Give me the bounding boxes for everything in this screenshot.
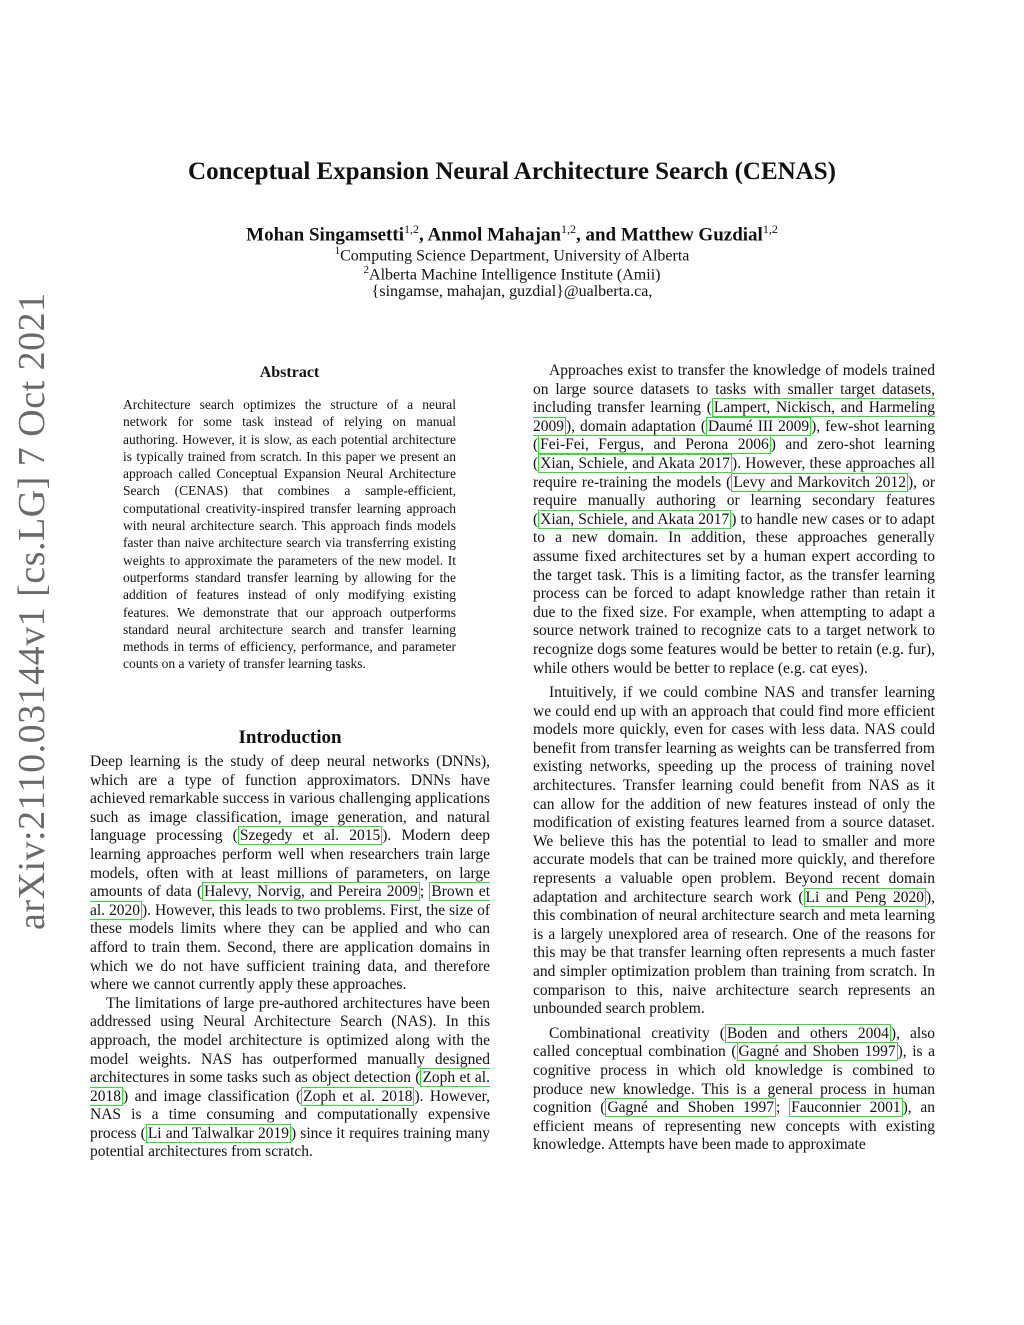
paragraph: Combinational creativity ( Boden and others 2004 ), also called conceptual combination ( Gagné and Shoben 1997 ), is a cognitive process in which old knowledge is combined to produce new knowledge. This is a general process in human cognition ( Gagné and Shoben 1997 ; Fauconnier 2001 ), an efficient means of representing new concepts with existing knowledge. Attempts have been made to approximate bbox=[533, 1024, 936, 1154]
affiliation-text: Alberta Machine Intelligence Institute (Amii) bbox=[369, 266, 661, 284]
introduction-heading: Introduction bbox=[238, 727, 342, 748]
abstract-heading: Abstract bbox=[259, 364, 320, 381]
citation-link[interactable]: Halevy, Norvig, and Pereira 2009 bbox=[204, 883, 418, 901]
citation-link[interactable]: Daumé III 2009 bbox=[708, 417, 810, 435]
citation-link[interactable]: Zoph et al. 2018 bbox=[90, 1069, 490, 1105]
citation-link[interactable]: Xian, Schiele, and Akata 2017 bbox=[540, 454, 731, 472]
paragraph: Intuitively, if we could combine NAS and transfer learning we could end up with an approach that could find more efficient models more quickly, even for cases with less data. NAS could benefit from transfer learning as weights can be transferred from existing networks, speeding up the process of training novel architectures. Transfer learning could benefit from NAS as it can allow for the addition of new features instead of only the modification of existing features learned from a source dataset. We believe this has the potential to lead to smaller and more accurate models that can be trained more quickly, and therefore represents a valuable open problem. Beyond recent domain adaptation and architecture search work ( Li and Peng 2020 ), this combination of neural architecture search and meta learning is a largely unexplored area of research. One of the reasons for this may be that transfer learning often represents a much faster and simpler optimization problem than training from scratch. In comparison to this, naive architecture search represents an unbounded search problem. bbox=[533, 684, 935, 1018]
citation-link[interactable]: Fei-Fei, Fergus, and Perona 2006 bbox=[540, 436, 769, 454]
author-affiliation-mark: 1,2 bbox=[762, 222, 778, 236]
right-column bbox=[533, 362, 935, 1155]
citation-link[interactable]: Szegedy et al. 2015 bbox=[239, 827, 381, 845]
left-column bbox=[90, 753, 490, 1162]
affiliation-mark: 2 bbox=[363, 264, 370, 276]
author-name: Mohan Singamsetti bbox=[246, 224, 404, 246]
citation-link[interactable]: Zoph et al. 2018 bbox=[303, 1087, 413, 1105]
author-email: {singamse, mahajan, guzdial}@ualberta.ca, bbox=[371, 283, 653, 300]
paragraph: The limitations of large pre-authored architectures have been addressed using Neural Architecture Search (NAS). In this approach, the model architecture is optimized along with the model weights. NAS has outperformed manually designed architectures in some tasks such as object detection ( Zoph et al. 2018 ) and image classification ( Zoph et al. 2018 ). However, NAS is a time consuming and computationally expensive process ( Li and Talwalkar 2019 ) since it requires training many potential architectures from scratch. bbox=[90, 994, 490, 1161]
paragraph: Deep learning is the study of deep neural networks (DNNs), which are a type of function approximators. DNNs have achieved remarkable success in various challenging applications such as image classification, image generation, and natural language processing ( Szegedy et al. 2015 ). Modern deep learning approaches perform well when researchers train large models, often with at least millions of parameters, on large amounts of data ( Halevy, Norvig, and Pereira 2009 ; Brown et al. 2020 ). However, this leads to two problems. First, the size of these models limits where they can be applied and who can afford to train them. Second, there are application domains in which we do not have sufficient training data, and therefore where we cannot currently apply these approaches. bbox=[90, 753, 491, 994]
paper-title: Conceptual Expansion Neural Architecture Search (CENAS) bbox=[188, 158, 836, 185]
affiliation bbox=[0, 245, 1024, 265]
citation-link[interactable]: Lampert, Nickisch, and Harmeling 2009 bbox=[533, 399, 935, 435]
affiliation-text: Computing Science Department, University of Alberta bbox=[340, 247, 690, 265]
author-affiliation-mark: 1,2 bbox=[403, 222, 419, 236]
author-separator: , bbox=[418, 224, 428, 246]
citation-link[interactable]: Xian, Schiele, and Akata 2017 bbox=[540, 510, 730, 528]
affiliation-mark: 1 bbox=[334, 245, 341, 257]
citation-link[interactable]: Gagné and Shoben 1997 bbox=[738, 1043, 896, 1061]
author-list bbox=[0, 222, 1024, 246]
paragraph: Approaches exist to transfer the knowledge of models trained on large source datasets to tasks with smaller target datasets, including transfer learning ( Lampert, Nickisch, and Harmeling 2009 ), domain adaptation ( Daumé III 2009 ), few-shot learning ( Fei-Fei, Fergus, and Perona 2006 ) and zero-shot learning ( Xian, Schiele, and Akata 2017 ). However, these approaches all require re-training the models ( Levy and Markovitch 2012 ), or require manually authoring or learning secondary features ( Xian, Schiele, and Akata 2017 ) to handle new cases or to adapt to a new domain. In addition, these approaches generally assume fixed architectures set by a human expert according to the target task. This is a limiting factor, as the transfer learning process can be forced to adapt knowledge rather than retain it due to the fixed size. For example, when attempting to adapt a source network trained to recognize cats to a target network to recognize dogs some features would be better to retain (e.g. fur), while others would be better to replace (e.g. cat eyes). bbox=[533, 362, 936, 677]
abstract-text: Architecture search optimizes the structure of a neural network for some task instead of relying on manual authoring. However, it is slow, as each potential architecture is typically trained from scratch. In this paper we present an approach called Conceptual Expansion Neural Architecture Search (CENAS) that combines a sample-efficient, computational creativity-inspired transfer learning approach with neural architecture search. This approach finds models faster than naive architecture search via transferring existing weights to approximate the parameters of the new model. It outperforms standard transfer learning by allowing for the addition of features instead of only modifying existing features. We demonstrate that our approach outperforms standard neural architecture search and transfer learning methods in terms of efficiency, performance, and parameter counts on a variety of transfer learning tasks. bbox=[123, 397, 456, 672]
citation-link[interactable]: Li and Peng 2020 bbox=[805, 888, 924, 906]
citation-link[interactable]: Gagné and Shoben 1997 bbox=[607, 1099, 775, 1117]
citation-link[interactable]: Fauconnier 2001 bbox=[791, 1099, 901, 1117]
citation-link[interactable]: Levy and Markovitch 2012 bbox=[733, 473, 907, 491]
citation-link[interactable]: Brown et al. 2020 bbox=[90, 883, 490, 919]
affiliation bbox=[0, 264, 1024, 284]
arxiv-identifier: arXiv:2110.03144v1 [cs.LG] 7 Oct 2021 bbox=[11, 292, 53, 930]
author-separator: , and bbox=[575, 224, 621, 246]
citation-link[interactable]: Boden and others 2004 bbox=[726, 1024, 889, 1042]
author-name: Matthew Guzdial bbox=[620, 224, 763, 246]
author-affiliation-mark: 1,2 bbox=[560, 222, 576, 236]
author-name: Anmol Mahajan bbox=[427, 224, 561, 246]
citation-link[interactable]: Li and Talwalkar 2019 bbox=[147, 1124, 289, 1142]
